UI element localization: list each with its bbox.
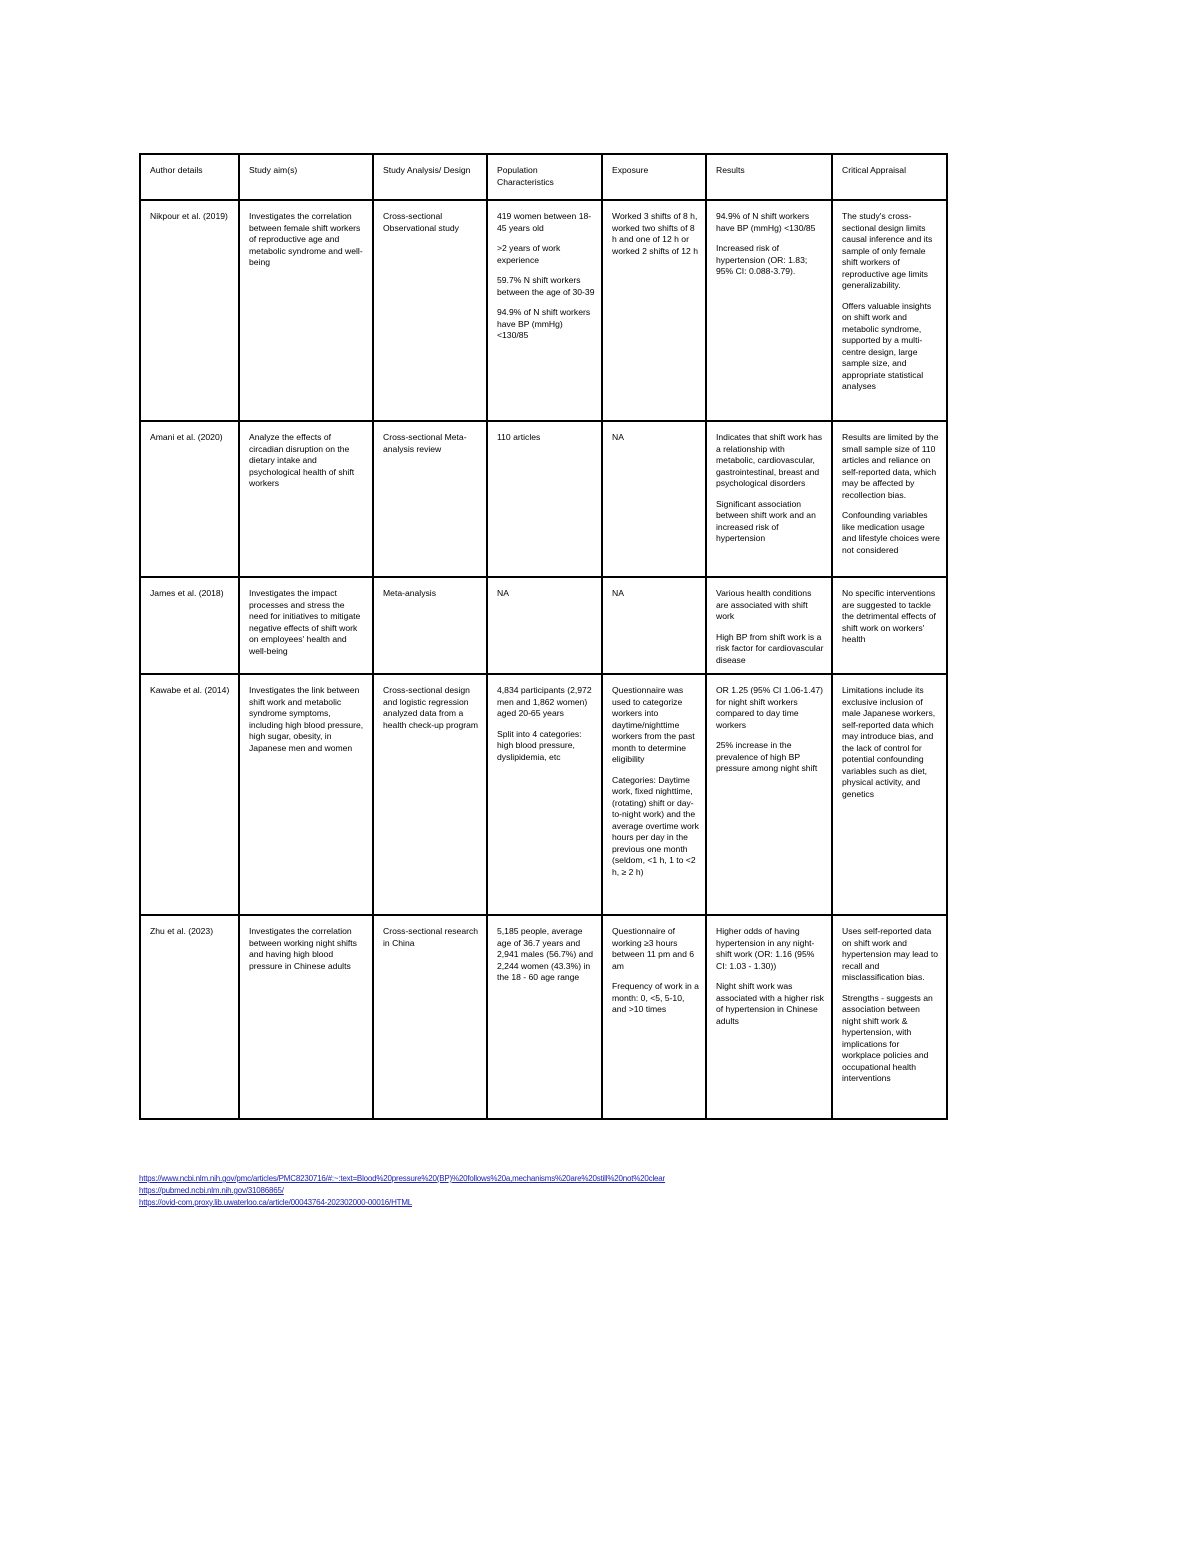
population-cell [487, 421, 602, 577]
header-study-aims: Study aim(s) [239, 154, 373, 200]
reference-link[interactable]: https://pubmed.ncbi.nlm.nih.gov/31086865/ [139, 1186, 284, 1195]
cell-paragraph: Analyze the effects of circadian disruption on the dietary intake and psychological health of shift workers [249, 432, 355, 488]
cell-paragraph: Amani et al. (2020) [150, 432, 223, 442]
cell-paragraph: Cross-sectional research in China [383, 926, 479, 948]
cell-paragraph: Categories: Daytime work, fixed nighttime, (rotating) shift or day-to-night work) and the average overtime work hours per day in the previous one month (seldom, <1 h, 1 to <2 h, ≥ 2 h) [612, 774, 699, 877]
reference-link[interactable]: https://www.ncbi.nlm.nih.gov/pmc/articles/PMC8230716/#:~:text=Blood%20pressure%20(BP)%20follows%20a,mechanisms%20are%20still%20not%20clear [139, 1174, 666, 1183]
cell-paragraph: Limitations include its exclusive inclusion of male Japanese workers, self-reported data which may introduce bias, and the lack of control for potential confounding variables such as diet, physical activity, and genetics [842, 685, 936, 799]
critical-appraisal-cell [832, 577, 947, 674]
critical-appraisal-cell [832, 915, 947, 1119]
cell-paragraph: Questionnaire was used to categorize workers into daytime/nighttime workers from the past month to determine eligibility [612, 685, 695, 764]
exposure-cell [602, 577, 706, 674]
cell-paragraph: High BP from shift work is a risk factor for cardiovascular disease [716, 631, 824, 665]
cell-paragraph: Split into 4 categories: high blood pressure, dyslipidemia, etc [497, 728, 582, 762]
cell-paragraph: 94.9% of N shift workers have BP (mmHg) <130/85 [497, 307, 591, 340]
results-cell [706, 915, 832, 1119]
exposure-cell [602, 200, 706, 421]
author-details-cell [140, 200, 239, 421]
cell-paragraph: 5,185 people, average age of 36.7 years and 2,941 males (56.7%) and 2,244 women (43.3%) in the 18 - 60 age range [497, 926, 594, 982]
cell-paragraph: 110 articles [497, 432, 541, 442]
table-row [140, 674, 947, 915]
cell-paragraph: 59.7% N shift workers between the age of 30-39 [497, 275, 595, 297]
results-cell [706, 674, 832, 915]
cell-paragraph: Results are limited by the small sample size of 110 articles and reliance on self-reported data, which may be affected by recollection bias. [842, 432, 939, 500]
exposure-cell [602, 915, 706, 1119]
author-details-cell [140, 915, 239, 1119]
cell-paragraph: OR 1.25 (95% CI 1.06-1.47) for night shift workers compared to day time workers [716, 685, 823, 730]
study-design-cell [373, 915, 487, 1119]
cell-paragraph: Cross-sectional Observational study [383, 211, 459, 233]
table-row [140, 200, 947, 421]
cell-paragraph: 94.9% of N shift workers have BP (mmHg) <130/85 [716, 211, 816, 233]
population-cell [487, 577, 602, 674]
cell-paragraph: No specific interventions are suggested to tackle the detrimental effects of shift work on workers' health [842, 588, 936, 644]
author-details-cell [140, 674, 239, 915]
cell-paragraph: 4,834 participants (2,972 men and 1,862 women) aged 20-65 years [497, 685, 592, 718]
reference-link[interactable]: https://ovid-com.proxy.lib.uwaterloo.ca/article/00043764-202302000-00016/HTML [139, 1198, 413, 1207]
author-details-cell [140, 421, 239, 577]
cell-paragraph: Strengths - suggests an association between night shift work & hypertension, with implications for workplace policies and occupational health interventions [842, 992, 933, 1083]
critical-appraisal-cell [832, 421, 947, 577]
study-design-cell [373, 577, 487, 674]
cell-paragraph: 419 women between 18-45 years old [497, 211, 592, 233]
cell-paragraph: Meta-analysis [383, 588, 437, 598]
header-study-design: Study Analysis/ Design [373, 154, 487, 200]
header-author-details: Author details [140, 154, 239, 200]
cell-paragraph: Various health conditions are associated with shift work [716, 588, 812, 621]
study-aims-cell [239, 200, 373, 421]
cell-paragraph: Investigates the impact processes and stress the need for initiatives to mitigate negative effects of shift work on employees' health and well-being [249, 588, 361, 656]
cell-paragraph: NA [612, 432, 624, 442]
header-population: Population Characteristics [487, 154, 602, 200]
study-aims-cell [239, 915, 373, 1119]
cell-paragraph: Worked 3 shifts of 8 h, worked two shifts of 8 h and one of 12 h or worked 2 shifts of 12 h [612, 211, 698, 256]
header-exposure: Exposure [602, 154, 706, 200]
cell-paragraph: 25% increase in the prevalence of high BP pressure among night shift [716, 740, 818, 773]
results-cell [706, 577, 832, 674]
cell-paragraph: Offers valuable insights on shift work and metabolic syndrome, supported by a multi-centre design, large sample size, and appropriate statistical analyses [842, 300, 932, 391]
cell-paragraph: Investigates the correlation between female shift workers of reproductive age and metabolic syndrome and well-being [249, 211, 363, 267]
study-design-cell [373, 200, 487, 421]
results-cell [706, 421, 832, 577]
cell-paragraph: Nikpour et al. (2019) [150, 211, 228, 221]
study-aims-cell [239, 577, 373, 674]
cell-paragraph: Cross-sectional design and logistic regression analyzed data from a health check-up program [383, 685, 479, 730]
table-row [140, 577, 947, 674]
table-row [140, 421, 947, 577]
cell-paragraph: Night shift work was associated with a higher risk of hypertension in Chinese adults [716, 981, 824, 1026]
cell-paragraph: Increased risk of hypertension (OR: 1.83; 95% CI: 0.088-3.79). [716, 243, 808, 276]
population-cell [487, 915, 602, 1119]
population-cell [487, 674, 602, 915]
table-body [140, 200, 947, 1119]
author-details-cell [140, 577, 239, 674]
cell-paragraph: Frequency of work in a month: 0, <5, 5-10, and >10 times [612, 981, 699, 1014]
cell-paragraph: Significant association between shift work and an increased risk of hypertension [716, 498, 816, 543]
cell-paragraph: Uses self-reported data on shift work and hypertension may lead to recall and misclassification bias. [842, 926, 939, 982]
study-aims-cell [239, 421, 373, 577]
cell-paragraph: Cross-sectional Meta-analysis review [383, 432, 467, 454]
cell-paragraph: Investigates the correlation between working night shifts and having high blood pressure in Chinese adults [249, 926, 357, 971]
literature-review-table [139, 153, 948, 1120]
cell-paragraph: Zhu et al. (2023) [150, 926, 214, 936]
cell-paragraph: Kawabe et al. (2014) [150, 685, 230, 695]
study-aims-cell [239, 674, 373, 915]
header-critical-appraisal: Critical Appraisal [832, 154, 947, 200]
cell-paragraph: >2 years of work experience [497, 243, 561, 265]
exposure-cell [602, 674, 706, 915]
cell-paragraph: Indicates that shift work has a relationship with metabolic, cardiovascular, gastrointestinal, breast and psychological disorders [716, 432, 823, 488]
cell-paragraph: Confounding variables like medication usage and lifestyle choices were not considered [842, 510, 940, 555]
cell-paragraph: NA [497, 588, 509, 598]
cell-paragraph: Investigates the link between shift work and metabolic syndrome symptoms, including high blood pressure, high sugar, obesity, in Japanese men and women [249, 685, 364, 753]
cell-paragraph: Questionnaire of working ≥3 hours between 11 pm and 6 am [612, 926, 695, 971]
cell-paragraph: James et al. (2018) [150, 588, 224, 598]
table-row [140, 915, 947, 1119]
cell-paragraph: NA [612, 588, 624, 598]
study-design-cell [373, 674, 487, 915]
critical-appraisal-cell [832, 674, 947, 915]
cell-paragraph: Higher odds of having hypertension in any night-shift work (OR: 1.16 (95% CI: 1.03 - 1.30)) [716, 926, 815, 971]
study-design-cell [373, 421, 487, 577]
results-cell [706, 200, 832, 421]
reference-links [139, 1173, 799, 1209]
critical-appraisal-cell [832, 200, 947, 421]
population-cell [487, 200, 602, 421]
exposure-cell [602, 421, 706, 577]
header-results: Results [706, 154, 832, 200]
table-header-row [140, 154, 947, 200]
cell-paragraph: The study's cross-sectional design limits causal inference and its sample of only female shift workers of reproductive age limits generalizability. [842, 211, 933, 290]
